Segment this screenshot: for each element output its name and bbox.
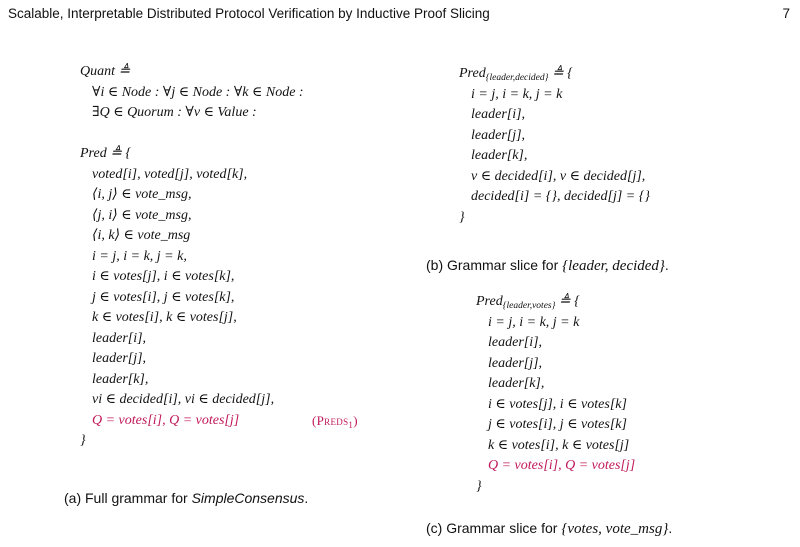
slice-c-head-suffix: ≜ { xyxy=(555,294,580,309)
caption-c-math: {votes, vote_msg} xyxy=(561,521,669,537)
pred-line: vi ∈ decided[i], vi ∈ decided[j], xyxy=(92,392,275,407)
caption-b-math: {leader, decided} xyxy=(562,258,665,274)
slice-c-line: i = j, i = k, j = k xyxy=(488,314,580,330)
page-number: 7 xyxy=(782,6,790,21)
slice-b-subscript: {leader,decided} xyxy=(485,73,549,83)
caption-b xyxy=(426,257,669,275)
preds-label-subscript: 1 xyxy=(348,419,354,430)
slice-b-line: leader[i], xyxy=(471,107,526,122)
highlighted-quorum-line: Q = votes[i], Q = votes[j] xyxy=(92,412,240,428)
slice-c-pred: Pred xyxy=(476,294,503,309)
slice-c-line: i ∈ votes[j], i ∈ votes[k] xyxy=(488,396,627,412)
caption-a-prefix: (a) Full grammar for xyxy=(64,490,192,506)
caption-b-suffix: . xyxy=(664,257,669,273)
pred-close: } xyxy=(80,433,86,448)
spacer xyxy=(80,124,380,145)
slice-b-pred: Pred xyxy=(459,66,486,81)
slice-c-block xyxy=(476,292,776,497)
caption-a-name: SimpleConsensus xyxy=(191,490,305,506)
slice-b-head-suffix: ≜ { xyxy=(548,66,573,81)
pred-highlight-line xyxy=(80,411,380,432)
slice-b-line: leader[j], xyxy=(471,127,526,143)
pred-head: Pred ≜ { xyxy=(80,146,132,161)
pred-line: ⟨i, j⟩ ∈ vote_msg, xyxy=(92,187,192,202)
preds-label: (Preds$_1$) xyxy=(312,412,358,430)
quant-line: ∃Q ∈ Quorum : ∀v ∈ Value : xyxy=(92,105,257,120)
slice-b-line: decided[i] = {}, decided[j] = {} xyxy=(471,189,650,204)
caption-b-prefix: (b) Grammar slice for xyxy=(426,257,563,273)
pred-line: leader[k], xyxy=(92,371,149,387)
pred-line: k ∈ votes[i], k ∈ votes[j], xyxy=(92,310,237,325)
quant-head: Quant ≜ xyxy=(80,64,131,79)
slice-c-line: k ∈ votes[i], k ∈ votes[j] xyxy=(488,437,630,453)
slice-c-line: leader[k], xyxy=(488,376,545,391)
pred-line: ⟨i, k⟩ ∈ vote_msg xyxy=(92,228,191,243)
slice-c-close: } xyxy=(476,478,482,494)
slice-b-line: leader[k], xyxy=(471,148,528,163)
caption-c xyxy=(426,520,672,538)
slice-b-close: } xyxy=(459,209,465,225)
full-grammar-block xyxy=(80,62,380,452)
caption-c-suffix: . xyxy=(668,520,673,536)
slice-c-head xyxy=(476,292,776,313)
slice-b-line: i = j, i = k, j = k xyxy=(471,86,563,102)
slice-c-line: leader[j], xyxy=(488,355,543,371)
slice-c-line: leader[i], xyxy=(488,335,543,350)
pred-line: leader[i], xyxy=(92,330,147,346)
pred-line: voted[i], voted[j], voted[k], xyxy=(92,166,248,182)
slice-b-block xyxy=(459,64,779,228)
caption-c-prefix: (c) Grammar slice for xyxy=(426,520,562,536)
pred-line: ⟨j, i⟩ ∈ vote_msg, xyxy=(92,207,192,223)
caption-a xyxy=(64,490,308,506)
pred-line: j ∈ votes[i], j ∈ votes[k], xyxy=(92,289,235,305)
slice-c-line: j ∈ votes[i], j ∈ votes[k] xyxy=(488,417,627,432)
slice-b-line: v ∈ decided[i], v ∈ decided[j], xyxy=(471,168,646,184)
caption-a-suffix: . xyxy=(304,490,309,506)
pred-line: i ∈ votes[j], i ∈ votes[k], xyxy=(92,269,235,284)
slice-b-head xyxy=(459,64,779,85)
quant-line: ∀i ∈ Node : ∀j ∈ Node : ∀k ∈ Node : xyxy=(92,84,304,100)
running-head: Scalable, Interpretable Distributed Protocol Verification by Inductive Proof Slicing xyxy=(8,6,490,21)
slice-c-highlight-line: Q = votes[i], Q = votes[j] xyxy=(488,458,636,473)
slice-c-subscript: {leader,votes} xyxy=(502,301,556,311)
pred-line: leader[j], xyxy=(92,351,147,366)
preds-label-text: Preds xyxy=(316,412,349,428)
pred-line: i = j, i = k, j = k, xyxy=(92,248,187,264)
